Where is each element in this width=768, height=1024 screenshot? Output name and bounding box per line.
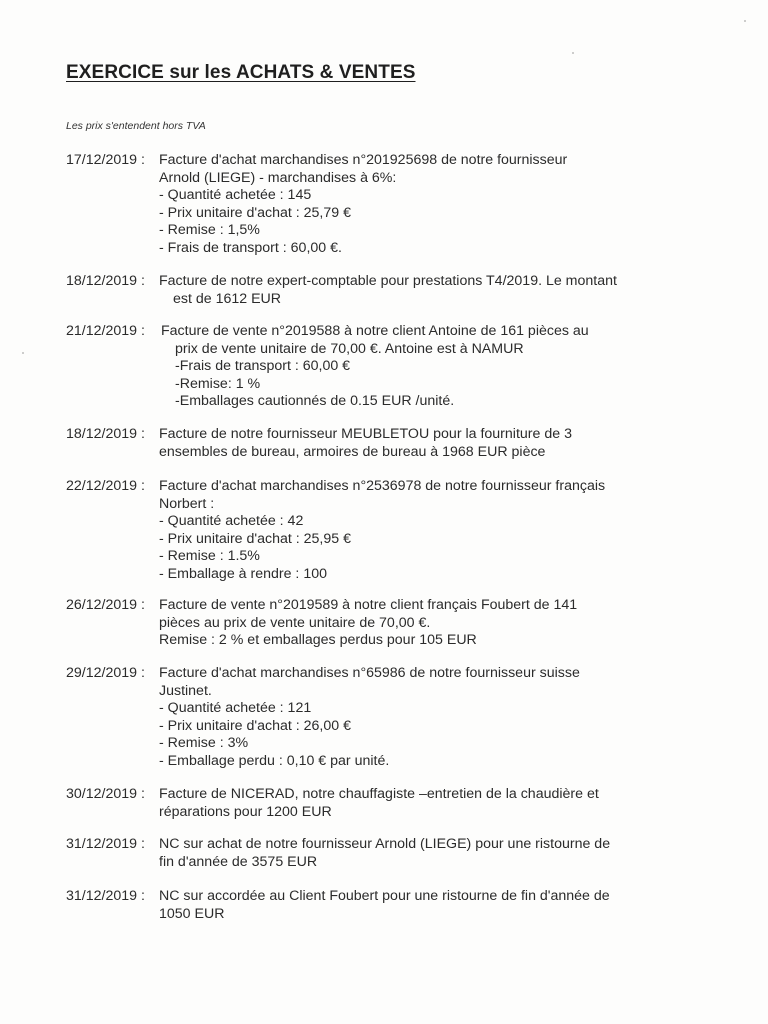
entry-line: Facture de notre expert-comptable pour prestations T4/2019. Le montant — [159, 273, 617, 289]
entry-text — [159, 597, 739, 650]
entry-line: prix de vente unitaire de 70,00 €. Antoine est à NAMUR — [175, 340, 524, 357]
entry-text — [159, 426, 739, 461]
entry-text — [159, 836, 739, 871]
entry-date: 18/12/2019 : — [66, 273, 145, 289]
entry-text — [159, 478, 739, 583]
entry-detail-line: -Emballages cautionnés de 0.15 EUR /unité. — [175, 393, 455, 409]
entry-detail-line: - Quantité achetée : 145 — [159, 187, 312, 203]
entry-line: Arnold (LIEGE) - marchandises à 6%: — [159, 169, 397, 186]
entry-line: NC sur achat de notre fournisseur Arnold (LIEGE) pour une ristourne de — [159, 836, 611, 852]
entry-line: Facture de notre fournisseur MEUBLETOU pour la fourniture de 3 — [159, 426, 572, 442]
entry-line: réparations pour 1200 EUR — [159, 803, 332, 820]
entry-text — [159, 152, 739, 257]
entry-detail-line: - Remise : 1.5% — [159, 548, 260, 564]
entry-date: 22/12/2019 : — [66, 478, 145, 494]
entry-date: 29/12/2019 : — [66, 665, 145, 681]
entry-line: Remise : 2 % et emballages perdus pour 105 EUR — [159, 632, 477, 648]
page-subtitle: Les prix s'entendent hors TVA — [66, 120, 206, 132]
entry-line: Facture d'achat marchandises n°201925698 de notre fournisseur — [159, 152, 568, 168]
entry-line: pièces au prix de vente unitaire de 70,00 €. — [159, 614, 431, 631]
entry-line: fin d'année de 3575 EUR — [159, 853, 318, 870]
entry-detail-line: - Emballage à rendre : 100 — [159, 565, 327, 582]
scan-speck — [572, 52, 574, 54]
entry-line: Facture de vente n°2019588 à notre client Antoine de 161 pièces au — [161, 323, 589, 339]
entry-line: Justinet. — [159, 682, 212, 699]
entry-line: NC sur accordée au Client Foubert pour une ristourne de fin d'année de — [159, 888, 610, 904]
entry-line: Facture d'achat marchandises n°65986 de notre fournisseur suisse — [159, 665, 580, 681]
page-title: EXERCICE sur les ACHATS & VENTES — [66, 62, 416, 83]
entry-date: 31/12/2019 : — [66, 888, 145, 904]
entry-detail-line: - Prix unitaire d'achat : 26,00 € — [159, 717, 351, 734]
entry-date: 30/12/2019 : — [66, 786, 145, 802]
entry-line: 1050 EUR — [159, 905, 225, 922]
entry-text — [159, 273, 739, 308]
entry-detail-line: - Quantité achetée : 121 — [159, 700, 312, 716]
entry-date: 21/12/2019 : — [66, 323, 145, 339]
entry-detail-line: - Frais de transport : 60,00 €. — [159, 239, 342, 256]
entry-line: Norbert : — [159, 495, 215, 512]
scan-speck — [22, 352, 24, 354]
entry-text — [159, 665, 739, 770]
entry-line: Facture de NICERAD, notre chauffagiste –entretien de la chaudière et — [159, 786, 599, 802]
entry-date: 26/12/2019 : — [66, 597, 145, 613]
entry-detail-line: - Emballage perdu : 0,10 € par unité. — [159, 752, 390, 769]
entry-line: Facture de vente n°2019589 à notre client français Foubert de 141 — [159, 597, 578, 613]
entry-line: est de 1612 EUR — [173, 290, 282, 307]
entry-text — [161, 323, 741, 411]
entry-detail-line: -Frais de transport : 60,00 € — [175, 358, 351, 374]
entry-text — [159, 888, 739, 923]
entry-detail-line: - Remise : 1,5% — [159, 222, 260, 238]
entry-line: Facture d'achat marchandises n°2536978 de notre fournisseur français — [159, 478, 606, 494]
entry-detail-line: - Quantité achetée : 42 — [159, 513, 304, 529]
entry-detail-line: - Prix unitaire d'achat : 25,95 € — [159, 530, 351, 547]
entry-detail-line: - Remise : 3% — [159, 735, 249, 751]
scan-speck — [744, 20, 746, 22]
entry-line: ensembles de bureau, armoires de bureau à 1968 EUR pièce — [159, 443, 546, 460]
entry-date: 18/12/2019 : — [66, 426, 145, 442]
entry-detail-line: - Prix unitaire d'achat : 25,79 € — [159, 204, 351, 221]
entry-date: 31/12/2019 : — [66, 836, 145, 852]
entry-date: 17/12/2019 : — [66, 152, 145, 168]
entry-detail-line: -Remise: 1 % — [175, 375, 261, 392]
entry-text — [159, 786, 739, 821]
